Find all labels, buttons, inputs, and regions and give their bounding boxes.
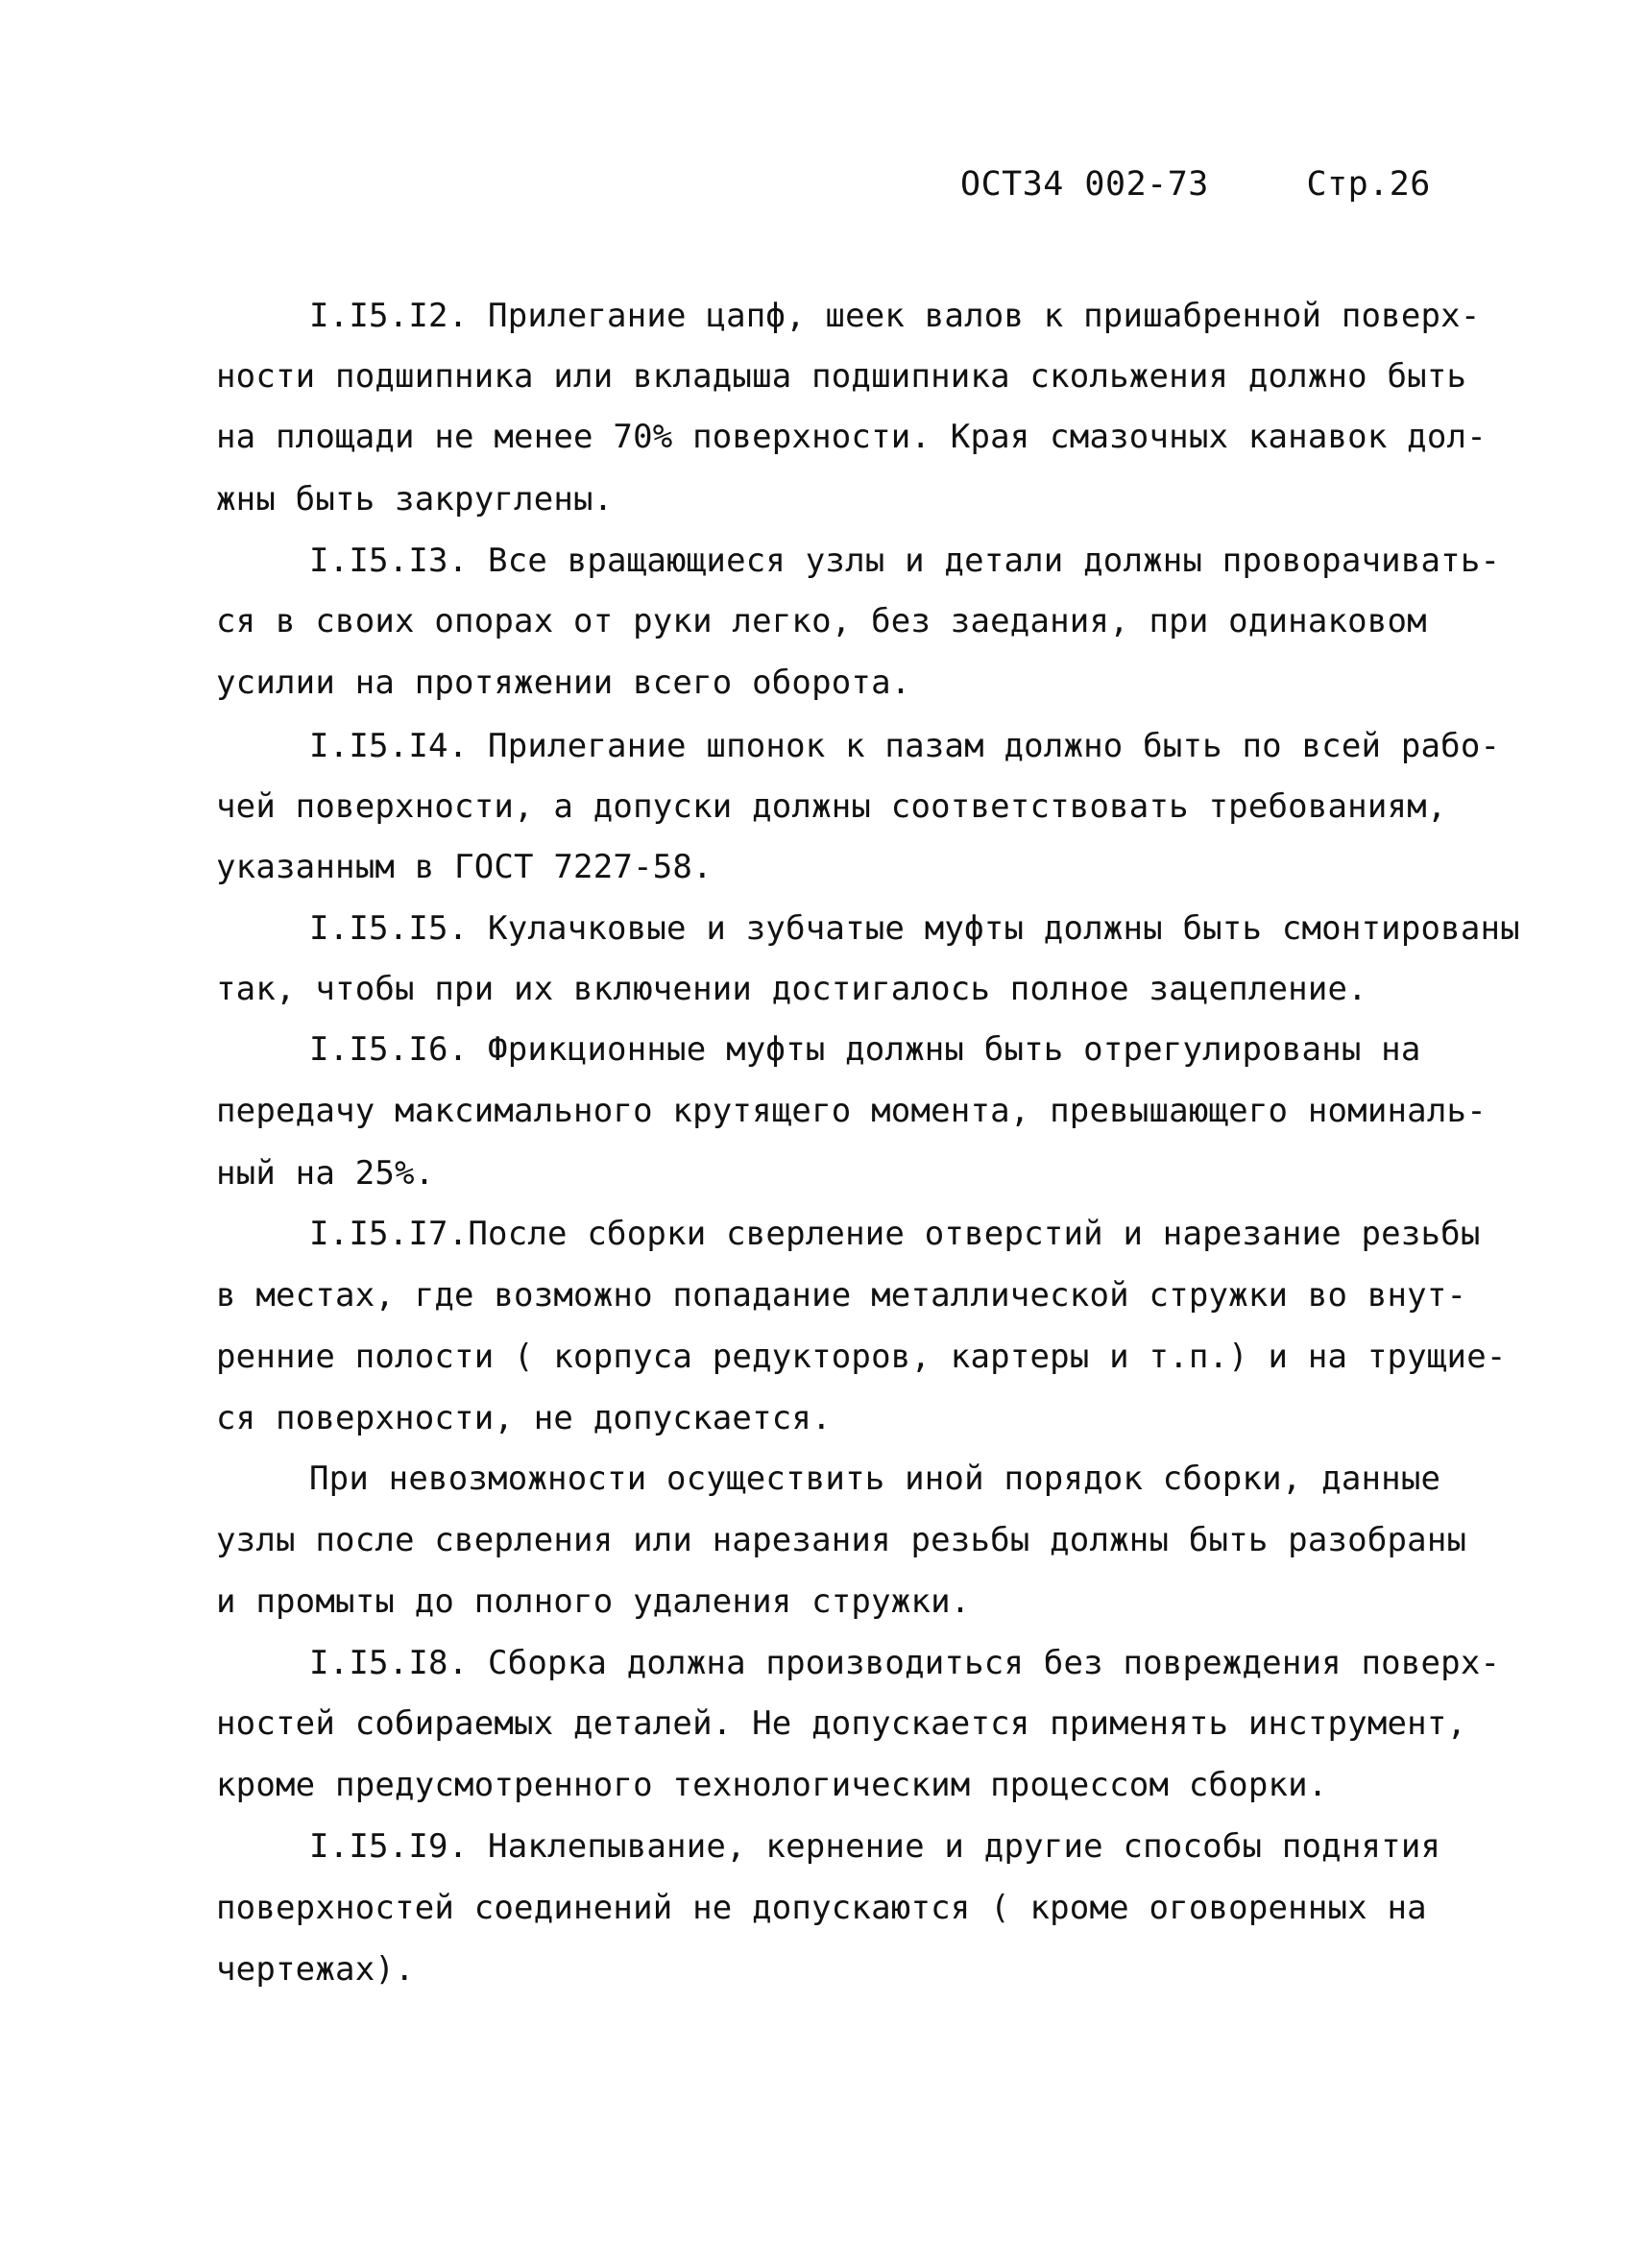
text-line: жны быть закруглены.: [216, 480, 614, 519]
text-line: I.I5.I5. Кулачковые и зубчатые муфты должны быть смонтированы: [309, 909, 1520, 948]
text-line: в местах, где возможно попадание металлической стружки во внут-: [216, 1276, 1467, 1315]
document-code: ОСТ34 002-73: [960, 165, 1209, 204]
text-line: I.I5.I8. Сборка должна производиться без повреждения поверх-: [309, 1644, 1501, 1682]
text-line: ностей собираемых деталей. Не допускается применять инструмент,: [216, 1704, 1467, 1743]
text-line: указанным в ГОСТ 7227-58.: [216, 848, 713, 886]
text-line: I.I5.I6. Фрикционные муфты должны быть отрегулированы на: [309, 1030, 1421, 1069]
text-line: I.I5.I2. Прилегание цапф, шеек валов к пришабренной поверх-: [309, 297, 1481, 335]
page-header: [960, 165, 1431, 204]
text-line: При невозможности осуществить иной порядок сборки, данные: [309, 1460, 1441, 1498]
text-line: усилии на протяжении всего оборота.: [216, 664, 911, 702]
text-line: так, чтобы при их включении достигалось полное зацепление.: [216, 970, 1367, 1008]
text-line: ся в своих опорах от руки легко, без заедания, при одинаковом: [216, 602, 1427, 640]
page-number: Стр.26: [1306, 165, 1431, 204]
text-line: ности подшипника или вкладыша подшипника скольжения должно быть: [216, 357, 1467, 396]
text-line: I.I5.I7.После сборки сверление отверстий и нарезание резьбы: [309, 1215, 1481, 1253]
text-line: и промыты до полного удаления стружки.: [216, 1582, 971, 1621]
text-line: чей поверхности, а допуски должны соответствовать требованиям,: [216, 787, 1447, 826]
text-line: I.I5.I9. Наклепывание, кернение и другие способы поднятия: [309, 1827, 1441, 1866]
text-line: кроме предусмотренного технологическим процессом сборки.: [216, 1766, 1328, 1804]
text-line: чертежах).: [216, 1950, 415, 1989]
text-line: ный на 25%.: [216, 1154, 435, 1193]
text-line: I.I5.I3. Все вращающиеся узлы и детали должны проворачивать-: [309, 542, 1501, 580]
text-line: ся поверхности, не допускается.: [216, 1399, 832, 1437]
text-line: на площади не менее 70% поверхности. Края смазочных канавок дол-: [216, 418, 1487, 456]
text-line: поверхностей соединений не допускаются ( кроме оговоренных на: [216, 1889, 1427, 1927]
text-line: I.I5.I4. Прилегание шпонок к пазам должно быть по всей рабо-: [309, 727, 1501, 765]
text-line: передачу максимального крутящего момента, превышающего номиналь-: [216, 1092, 1487, 1130]
text-line: ренние полости ( корпуса редукторов, картеры и т.п.) и на трущие-: [216, 1338, 1507, 1376]
text-line: узлы после сверления или нарезания резьбы должны быть разобраны: [216, 1521, 1467, 1559]
